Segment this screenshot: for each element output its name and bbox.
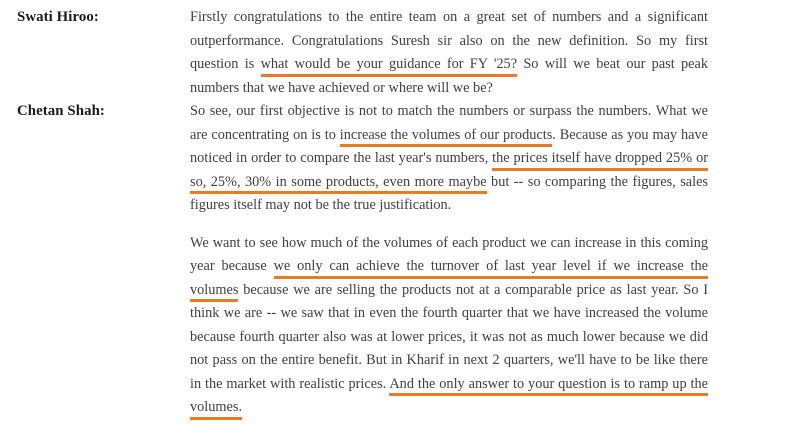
transcript-paragraph xyxy=(190,232,708,420)
orange-underline-highlight: And the only answer to your question is to ramp up the volumes. xyxy=(190,376,708,420)
orange-underline-highlight: the prices itself have dropped 25% or so, 25%, 30% in some products, even more maybe xyxy=(190,150,708,194)
speech-text-column xyxy=(190,6,708,100)
transcript-paragraph xyxy=(190,6,708,100)
text-segment: So see, our first objective is not to match the numbers or surpass the numbers. What we are concentrating on is to xyxy=(190,103,708,143)
transcript-block xyxy=(17,100,796,420)
speech-text-column xyxy=(190,100,708,420)
text-segment: because we are selling the products not at a comparable price as last year. So I think we are -- we saw that in even the fourth quarter that we have increased the volume because fourth quarter also was at lower prices, it was not as much lower because we did not pass on the entire benefit. But in Kharif in next 2 quarters, we'll have to be like there in the market with realistic prices. xyxy=(190,281,708,392)
orange-underline-highlight: what would be your guidance for FY '25? xyxy=(261,56,518,77)
text-segment: but -- so comparing the figures, sales figures itself may not be the true justification. xyxy=(190,173,708,213)
text-segment: So will we beat our past peak numbers that we have achieved or where will we be? xyxy=(190,56,708,96)
text-segment: . Because as you may have noticed in order to compare the last year's numbers, xyxy=(190,126,708,166)
orange-underline-highlight: increase the volumes of our products xyxy=(340,127,553,148)
transcript-block xyxy=(17,6,796,100)
speaker-name: Swati Hiroo: xyxy=(17,9,99,25)
text-segment: Firstly congratulations to the entire team on a great set of numbers and a significant outperformance. Congratulations Suresh sir also on the new definition. So my first question is xyxy=(190,9,708,72)
speaker-name: Chetan Shah: xyxy=(17,103,105,119)
text-segment: We want to see how much of the volumes of each product we can increase in this coming year because xyxy=(190,234,708,274)
orange-underline-highlight: we only can achieve the turnover of last year level if we increase the volumes xyxy=(190,258,708,302)
transcript-paragraph xyxy=(190,100,708,218)
